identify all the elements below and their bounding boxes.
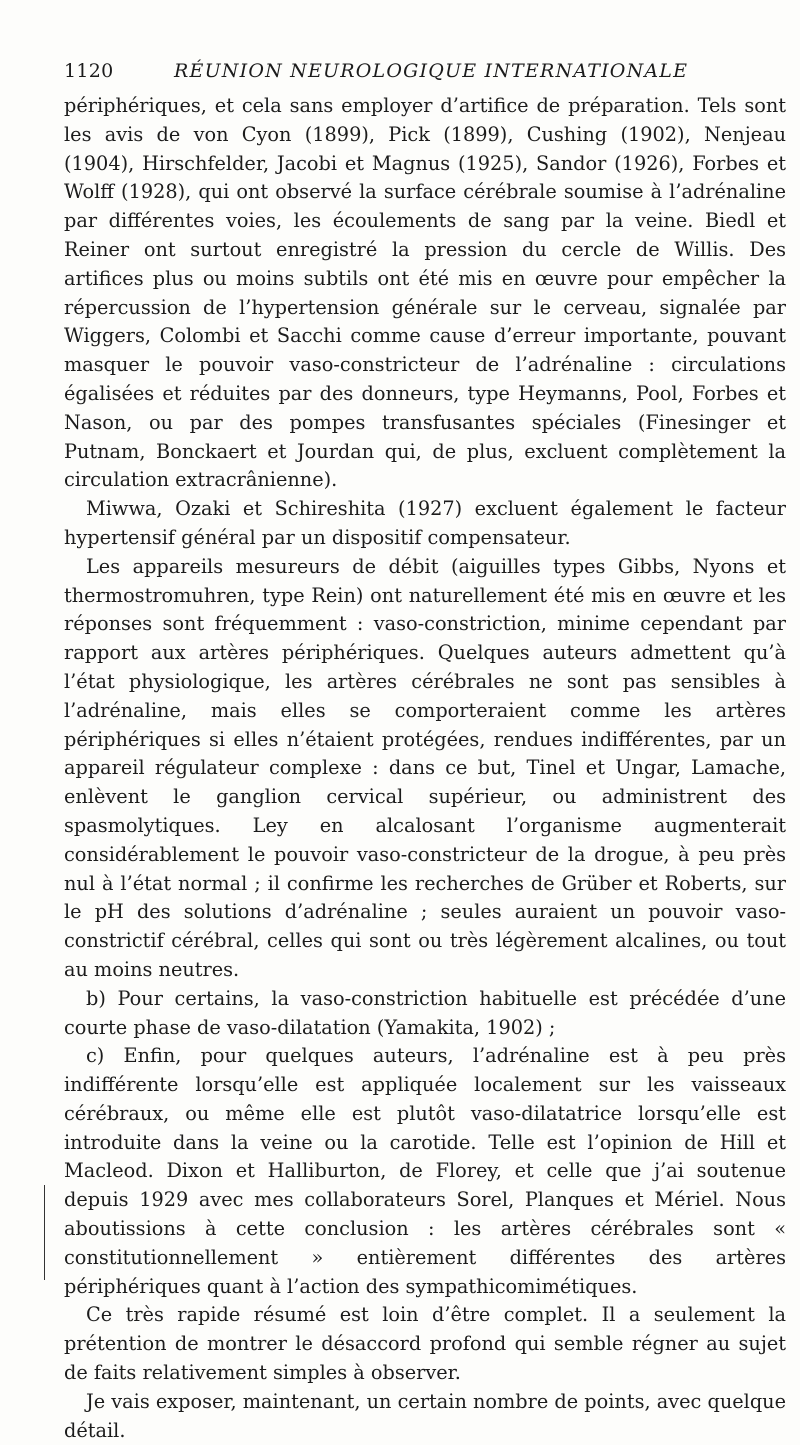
paragraph-2: Miwwa, Ozaki et Schireshita (1927) excluent également le facteur hypertensif général par un dispositif compensateur. <box>64 497 786 549</box>
running-title: RÉUNION NEUROLOGIQUE INTERNATIONALE <box>174 60 689 82</box>
paragraph-6: Ce très rapide résumé est loin d’être complet. Il a seulement la prétention de montrer le désaccord profond qui semble régner au sujet de faits relativement simples à observer. <box>64 1303 786 1385</box>
body-text <box>64 92 786 1445</box>
paragraph-1: périphériques, et cela sans employer d’artifice de préparation. Tels sont les avis de von Cyon (1899), Pick (1899), Cushing (1902), Nenjeau (1904), Hirschfelder, Jacobi et Magnus (1925), Sandor (1926), Forbes et Wolff (1928), qui ont observé la surface cérébrale soumise à l’adrénaline par différentes voies, les écoulements de sang par la veine. Biedl et Reiner ont surtout enregistré la pression du cercle de Willis. Des artifices plus ou moins subtils ont été mis en œuvre pour empêcher la répercussion de l’hypertension générale sur le cerveau, signalée par Wiggers, Colombi et Sacchi comme cause d’erreur importante, pouvant masquer le pouvoir vaso-constricteur de l’adrénaline : circulations égalisées et réduites par des donneurs, type Heymanns, Pool, Forbes et Nason, ou par des pompes transfusantes spéciales (Finesinger et Putnam, Bonckaert et Jourdan qui, de plus, excluent complètement la circulation extracrânienne). <box>64 94 786 492</box>
paragraph-5: c) Enfin, pour quelques auteurs, l’adrénaline est à peu près indifférente lorsqu’elle est appliquée localement sur les vaisseaux cérébraux, ou même elle est plutôt vaso-dilatatrice lorsqu’elle est introduite dans la veine ou la carotide. Telle est l’opinion de Hill et Macleod. Dixon et Halliburton, de Florey, et celle que j’ai soutenue depuis 1929 avec mes collaborateurs Sorel, Planques et Mériel. Nous aboutissions à cette conclusion : les artères cérébrales sont « constitutionnellement » entièrement différentes des artères périphériques quant à l’action des sympathicomimétiques. <box>64 1044 786 1298</box>
paragraph-7: Je vais exposer, maintenant, un certain nombre de points, avec quelque détail. <box>64 1389 786 1442</box>
page-number: 1120 <box>64 60 114 82</box>
paragraph-4: b) Pour certains, la vaso-constriction habituelle est précédée d’une courte phase de vaso-dilatation (Yamakita, 1902) ; <box>64 986 786 1039</box>
paragraph-3: Les appareils mesureurs de débit (aiguilles types Gibbs, Nyons et thermostromuhren, type Rein) ont naturellement été mis en œuvre et les réponses sont fréquemment : vaso-constriction, minime cependant par rapport aux artères périphériques. Quelques auteurs admettent qu’à l’état physiologique, les artères cérébrales ne sont pas sensibles à l’adrénaline, mais elles se comporteraient comme les artères périphériques si elles n’étaient protégées, rendues indifférentes, par un appareil régulateur complexe : dans ce but, Tinel et Ungar, Lamache, enlèvent le ganglion cervical supérieur, ou administrent des spasmolytiques. Ley en alcalosant l’organisme augmenterait considérablement le pouvoir vaso-constricteur de la drogue, à peu près nul à l’état normal ; il confirme les recherches de Grüber et Roberts, sur le pH des solutions d’adrénaline ; seules auraient un pouvoir vaso-constrictif cérébral, celles qui sont ou très légèrement alcalines, ou tout au moins neutres. <box>64 554 786 981</box>
margin-line-mark <box>44 1185 45 1280</box>
